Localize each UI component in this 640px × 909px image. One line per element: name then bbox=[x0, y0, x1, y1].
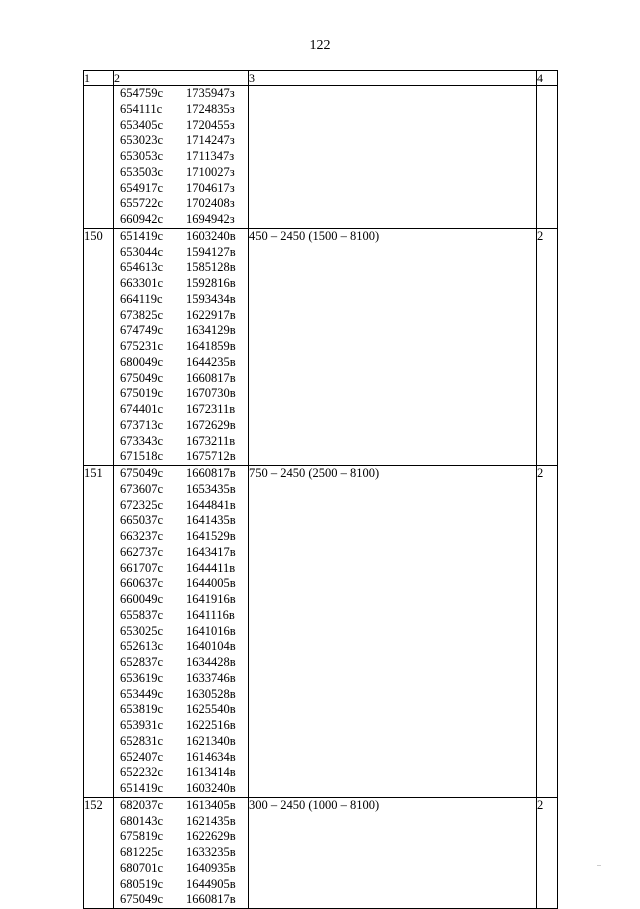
coordinate-pair bbox=[114, 308, 248, 324]
coordinate-pair bbox=[114, 529, 248, 545]
latitude: 665037с bbox=[120, 513, 164, 528]
latitude: 675231с bbox=[120, 339, 164, 353]
altitude-range: 750 – 2450 (2500 – 8100) bbox=[249, 466, 537, 798]
latitude: 662737с bbox=[120, 544, 164, 559]
coordinate-pair bbox=[114, 449, 248, 465]
longitude: 1640935в bbox=[186, 860, 236, 875]
header-col-3: 3 bbox=[249, 71, 537, 86]
latitude: 660637с bbox=[120, 576, 164, 591]
coordinate-pair bbox=[114, 165, 248, 181]
longitude: 1622516в bbox=[186, 718, 236, 732]
latitude: 681225с bbox=[120, 845, 164, 859]
coordinate-pair bbox=[114, 734, 248, 750]
longitude: 1675712в bbox=[186, 449, 236, 464]
coordinate-pair bbox=[114, 671, 248, 687]
longitude: 1735947з bbox=[186, 86, 235, 100]
coordinate-pair bbox=[114, 592, 248, 608]
longitude: 1621435в bbox=[186, 813, 236, 828]
coordinate-pair bbox=[114, 781, 248, 797]
longitude: 1694942з bbox=[186, 212, 235, 226]
coordinate-pair bbox=[114, 292, 248, 308]
coordinate-pair bbox=[114, 276, 248, 292]
longitude: 1653435в bbox=[186, 481, 236, 496]
latitude: 653503с bbox=[120, 164, 164, 179]
latitude: 675819с bbox=[120, 829, 164, 844]
longitude: 1594127в bbox=[186, 244, 236, 259]
longitude: 1660817в bbox=[186, 892, 236, 907]
coordinate-pair bbox=[114, 260, 248, 276]
latitude: 655722с bbox=[120, 196, 164, 211]
coordinate-pair bbox=[114, 86, 248, 102]
latitude: 675049с bbox=[120, 466, 164, 480]
coordinate-pair bbox=[114, 561, 248, 577]
latitude: 651419с bbox=[120, 781, 164, 795]
latitude: 673607с bbox=[120, 481, 164, 496]
longitude: 1670730в bbox=[186, 386, 236, 401]
latitude: 654613с bbox=[120, 260, 164, 275]
coordinate-pair bbox=[114, 229, 248, 245]
header-row bbox=[84, 71, 558, 86]
longitude: 1704617з bbox=[186, 180, 235, 195]
longitude: 1622629в bbox=[186, 829, 236, 844]
altitude-range: 450 – 2450 (1500 – 8100) bbox=[249, 228, 537, 465]
latitude: 672325с bbox=[120, 497, 164, 512]
longitude: 1641116в bbox=[186, 607, 235, 622]
latitude: 680701с bbox=[120, 860, 164, 875]
coordinate-pair bbox=[114, 829, 248, 845]
coordinate-pair bbox=[114, 418, 248, 434]
latitude: 674401с bbox=[120, 402, 164, 416]
coordinate-pair bbox=[114, 750, 248, 766]
latitude: 675049с bbox=[120, 892, 164, 907]
latitude: 651419с bbox=[120, 228, 164, 243]
longitude: 1644411в bbox=[186, 560, 236, 575]
longitude: 1621340в bbox=[186, 733, 236, 748]
coordinate-pair bbox=[114, 655, 248, 671]
longitude: 1641916в bbox=[186, 592, 236, 606]
longitude: 1603240в bbox=[186, 228, 236, 243]
coordinate-pair bbox=[114, 466, 248, 482]
coordinate-pair bbox=[114, 892, 248, 908]
longitude: 1641859в bbox=[186, 339, 236, 353]
column-4-value: 2 bbox=[537, 228, 558, 465]
latitude: 653025с bbox=[120, 623, 164, 638]
latitude: 652831с bbox=[120, 733, 164, 748]
longitude: 1673211в bbox=[186, 433, 236, 448]
header-col-4: 4 bbox=[537, 71, 558, 86]
coordinate-pair bbox=[114, 608, 248, 624]
coordinate-pair bbox=[114, 687, 248, 703]
table-row bbox=[84, 466, 558, 798]
latitude: 652407с bbox=[120, 749, 164, 764]
table-row bbox=[84, 86, 558, 229]
coordinate-pair bbox=[114, 402, 248, 418]
longitude: 1633235в bbox=[186, 845, 236, 859]
latitude: 653044с bbox=[120, 244, 164, 259]
latitude: 653023с bbox=[120, 133, 164, 148]
latitude: 653619с bbox=[120, 670, 164, 685]
coordinate-pair bbox=[114, 323, 248, 339]
longitude: 1613405в bbox=[186, 797, 236, 812]
latitude: 652837с bbox=[120, 655, 164, 669]
longitude: 1585128в bbox=[186, 260, 236, 275]
column-4-value: 2 bbox=[537, 466, 558, 798]
coordinate-pair bbox=[114, 624, 248, 640]
latitude: 652613с bbox=[120, 639, 164, 654]
longitude: 1640104в bbox=[186, 639, 236, 654]
latitude: 660049с bbox=[120, 592, 164, 606]
latitude: 680143с bbox=[120, 813, 164, 828]
latitude: 680049с bbox=[120, 354, 164, 369]
coordinate-pair bbox=[114, 212, 248, 228]
longitude: 1625540в bbox=[186, 702, 236, 717]
longitude: 1644841в bbox=[186, 497, 236, 512]
row-number bbox=[84, 86, 114, 229]
latitude: 664119с bbox=[120, 291, 163, 306]
page-number: 122 bbox=[309, 38, 331, 53]
coordinate-pair bbox=[114, 434, 248, 450]
latitude: 663301с bbox=[120, 276, 164, 290]
latitude: 655837с bbox=[120, 607, 164, 622]
latitude: 654759с bbox=[120, 86, 164, 100]
coordinate-pair bbox=[114, 196, 248, 212]
longitude: 1660817в bbox=[186, 466, 236, 480]
coordinate-list bbox=[114, 466, 249, 798]
table-row bbox=[84, 797, 558, 908]
latitude: 682037с bbox=[120, 797, 164, 812]
longitude: 1714247з bbox=[186, 133, 235, 148]
coordinate-pair bbox=[114, 545, 248, 561]
coordinate-pair bbox=[114, 102, 248, 118]
coordinate-pair bbox=[114, 355, 248, 371]
latitude: 653405с bbox=[120, 117, 164, 132]
altitude-range: 300 – 2450 (1000 – 8100) bbox=[249, 797, 537, 908]
coordinate-pair bbox=[114, 371, 248, 387]
longitude: 1672629в bbox=[186, 417, 236, 432]
longitude: 1593434в bbox=[186, 291, 236, 306]
coordinate-pair bbox=[114, 181, 248, 197]
longitude: 1622917в bbox=[186, 307, 236, 322]
coordinate-pair bbox=[114, 702, 248, 718]
longitude: 1702408з bbox=[186, 196, 235, 211]
coordinate-pair bbox=[114, 576, 248, 592]
coordinate-pair bbox=[114, 118, 248, 134]
longitude: 1644905в bbox=[186, 876, 236, 891]
longitude: 1630528в bbox=[186, 686, 236, 701]
longitude: 1643417в bbox=[186, 544, 236, 559]
coordinate-pair bbox=[114, 245, 248, 261]
longitude: 1641016в bbox=[186, 623, 236, 638]
coordinate-pair bbox=[114, 513, 248, 529]
longitude: 1660817в bbox=[186, 370, 236, 385]
coordinate-pair bbox=[114, 861, 248, 877]
coordinate-pair bbox=[114, 765, 248, 781]
header-col-1: 1 bbox=[84, 71, 114, 86]
longitude: 1644005в bbox=[186, 576, 236, 591]
coordinate-pair bbox=[114, 639, 248, 655]
longitude: 1633746в bbox=[186, 670, 236, 685]
column-4-value bbox=[537, 86, 558, 229]
coordinate-pair bbox=[114, 877, 248, 893]
coordinate-pair bbox=[114, 718, 248, 734]
latitude: 661707с bbox=[120, 560, 164, 575]
coordinate-pair bbox=[114, 498, 248, 514]
latitude: 663237с bbox=[120, 529, 164, 543]
latitude: 653053с bbox=[120, 149, 164, 163]
latitude: 680519с bbox=[120, 876, 164, 891]
coordinate-list bbox=[114, 86, 249, 229]
coordinate-pair bbox=[114, 845, 248, 861]
latitude: 652232с bbox=[120, 765, 164, 780]
coordinate-pair bbox=[114, 339, 248, 355]
row-number: 151 bbox=[84, 466, 114, 798]
latitude: 654111с bbox=[120, 101, 163, 116]
longitude: 1634428в bbox=[186, 655, 236, 669]
longitude: 1711347з bbox=[186, 149, 235, 163]
longitude: 1613414в bbox=[186, 765, 236, 780]
longitude: 1614634в bbox=[186, 749, 236, 764]
latitude: 674749с bbox=[120, 323, 164, 338]
latitude: 653819с bbox=[120, 702, 164, 717]
table-row bbox=[84, 228, 558, 465]
longitude: 1641435в bbox=[186, 513, 236, 528]
coordinate-list bbox=[114, 797, 249, 908]
longitude: 1592816в bbox=[186, 276, 236, 290]
latitude: 660942с bbox=[120, 212, 164, 226]
altitude-range bbox=[249, 86, 537, 229]
row-number: 150 bbox=[84, 228, 114, 465]
coordinate-pair bbox=[114, 482, 248, 498]
latitude: 675049с bbox=[120, 370, 164, 385]
latitude: 653931с bbox=[120, 718, 164, 732]
row-number: 152 bbox=[84, 797, 114, 908]
longitude: 1672311в bbox=[186, 402, 236, 416]
longitude: 1603240в bbox=[186, 781, 236, 795]
latitude: 673825с bbox=[120, 307, 164, 322]
coordinate-pair bbox=[114, 133, 248, 149]
column-4-value: 2 bbox=[537, 797, 558, 908]
latitude: 675019с bbox=[120, 386, 164, 401]
latitude: 653449с bbox=[120, 686, 164, 701]
latitude: 671518с bbox=[120, 449, 164, 464]
header-col-2: 2 bbox=[114, 71, 249, 86]
longitude: 1634129в bbox=[186, 323, 236, 338]
coordinate-pair bbox=[114, 386, 248, 402]
longitude: 1720455з bbox=[186, 117, 235, 132]
longitude: 1724835з bbox=[186, 101, 235, 116]
coordinate-list bbox=[114, 228, 249, 465]
coordinate-pair bbox=[114, 798, 248, 814]
longitude: 1641529в bbox=[186, 529, 236, 543]
latitude: 654917с bbox=[120, 180, 164, 195]
longitude: 1710027з bbox=[186, 164, 235, 179]
coordinate-pair bbox=[114, 814, 248, 830]
latitude: 673343с bbox=[120, 433, 164, 448]
scan-mark bbox=[597, 865, 601, 866]
longitude: 1644235в bbox=[186, 354, 236, 369]
latitude: 673713с bbox=[120, 417, 164, 432]
coordinates-table bbox=[83, 70, 558, 909]
coordinate-pair bbox=[114, 149, 248, 165]
